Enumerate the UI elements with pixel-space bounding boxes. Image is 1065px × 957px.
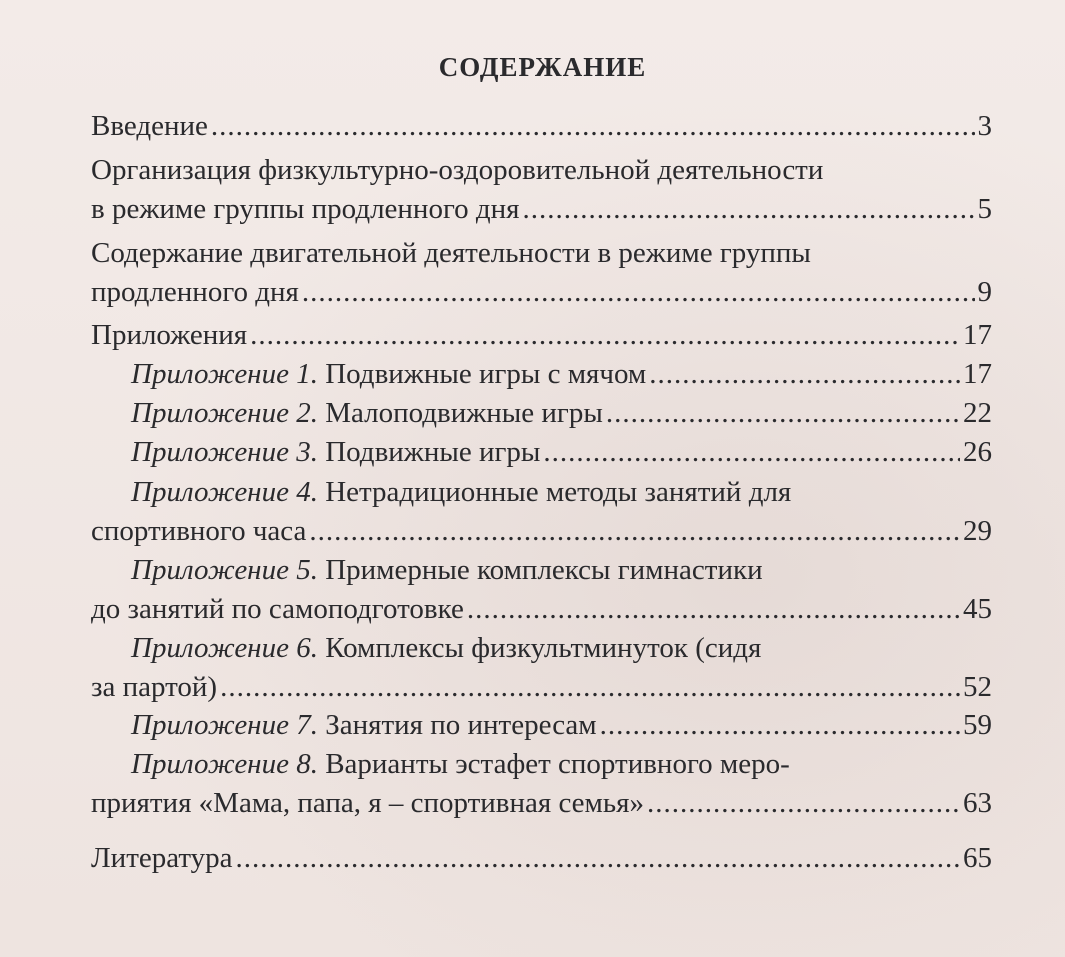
page-title: СОДЕРЖАНИЕ <box>438 52 647 82</box>
toc-entry-motor-activity <box>91 272 992 312</box>
toc-entry-appendix-1 <box>131 354 992 394</box>
toc-page-number: 65 <box>963 842 992 874</box>
dot-leader <box>467 589 960 629</box>
toc-page-number: 22 <box>963 397 992 429</box>
dot-leader <box>543 432 960 472</box>
toc-entry-title: Занятия по интересам <box>325 709 597 741</box>
toc-entry-appendix-4 <box>91 511 992 551</box>
toc-entry-title-line1: Комплексы физкультминуток (сидя <box>325 632 762 664</box>
appendix-label: Приложение 8. <box>131 748 318 780</box>
dot-leader <box>302 272 975 312</box>
toc-page-number: 17 <box>963 319 992 351</box>
toc-entry-appendix-4-line1 <box>91 472 791 512</box>
appendix-label: Приложение 4. <box>131 476 318 508</box>
toc-entry-title: продленного дня <box>91 276 299 308</box>
toc-entry-title: Литература <box>91 842 233 874</box>
dot-leader <box>647 783 960 823</box>
dot-leader <box>649 354 960 394</box>
dot-leader <box>600 705 960 745</box>
toc-entry-title: Подвижные игры <box>325 436 541 468</box>
toc-entry-appendix-6 <box>91 667 992 707</box>
toc-entry-motor-activity-line1: Содержание двигательной деятельности в режиме группы <box>91 237 811 269</box>
toc-page-number: 9 <box>977 276 992 308</box>
toc-entry-title-line1: Нетрадиционные методы занятий для <box>325 476 792 508</box>
toc-entry-title: Подвижные игры с мячом <box>325 358 647 390</box>
toc-entry-organization <box>91 189 992 229</box>
toc-entry-title: Введение <box>91 110 208 142</box>
toc-entry-title: за партой) <box>91 671 218 703</box>
dot-leader <box>220 667 960 707</box>
toc-entry-title: Малоподвижные игры <box>325 397 603 429</box>
toc-page-number: 52 <box>963 671 992 703</box>
dot-leader <box>250 315 960 355</box>
toc-entry-appendix-5-line1 <box>91 550 763 590</box>
appendix-label: Приложение 7. <box>131 709 318 741</box>
toc-entry-appendix-5 <box>91 589 992 629</box>
toc-entry-appendices <box>91 315 992 355</box>
appendix-label: Приложение 2. <box>131 397 318 429</box>
toc-entry-title: до занятий по самоподготовке <box>91 593 464 625</box>
dot-leader <box>606 393 960 433</box>
toc-entry-literature <box>91 838 992 878</box>
toc-entry-title: в режиме группы продленного дня <box>91 193 520 225</box>
dot-leader <box>211 106 975 146</box>
toc-page-number: 29 <box>963 515 992 547</box>
toc-entry-title-line1: Примерные комплексы гимнастики <box>325 554 763 586</box>
dot-leader <box>523 189 975 229</box>
toc-entry-appendix-7 <box>131 705 992 745</box>
toc-page-number: 63 <box>963 787 992 819</box>
toc-entry-title: Приложения <box>91 319 248 351</box>
toc-entry-introduction <box>91 106 992 146</box>
toc-entry-appendix-8 <box>91 783 992 823</box>
dot-leader <box>236 838 960 878</box>
toc-entry-appendix-6-line1 <box>91 628 761 668</box>
toc-page-number: 45 <box>963 593 992 625</box>
toc-entry-title-line1: Варианты эстафет спортивного меро- <box>325 748 790 780</box>
toc-page-number: 5 <box>977 193 992 225</box>
toc-entry-appendix-3 <box>131 432 992 472</box>
toc-entry-title: приятия «Мама, папа, я – спортивная семья» <box>91 787 644 819</box>
appendix-label: Приложение 5. <box>131 554 318 586</box>
toc-page-number: 17 <box>963 358 992 390</box>
appendix-label: Приложение 3. <box>131 436 318 468</box>
toc-entry-organization-line1: Организация физкультурно-оздоровительной деятельности <box>91 154 824 186</box>
appendix-label: Приложение 6. <box>131 632 318 664</box>
dot-leader <box>309 511 960 551</box>
toc-entry-title: спортивного часа <box>91 515 307 547</box>
toc-entry-appendix-2 <box>131 393 992 433</box>
toc-page-number: 59 <box>963 709 992 741</box>
toc-entry-appendix-8-line1 <box>91 744 790 784</box>
toc-page-number: 3 <box>977 110 992 142</box>
appendix-label: Приложение 1. <box>131 358 318 390</box>
toc-page-number: 26 <box>963 436 992 468</box>
